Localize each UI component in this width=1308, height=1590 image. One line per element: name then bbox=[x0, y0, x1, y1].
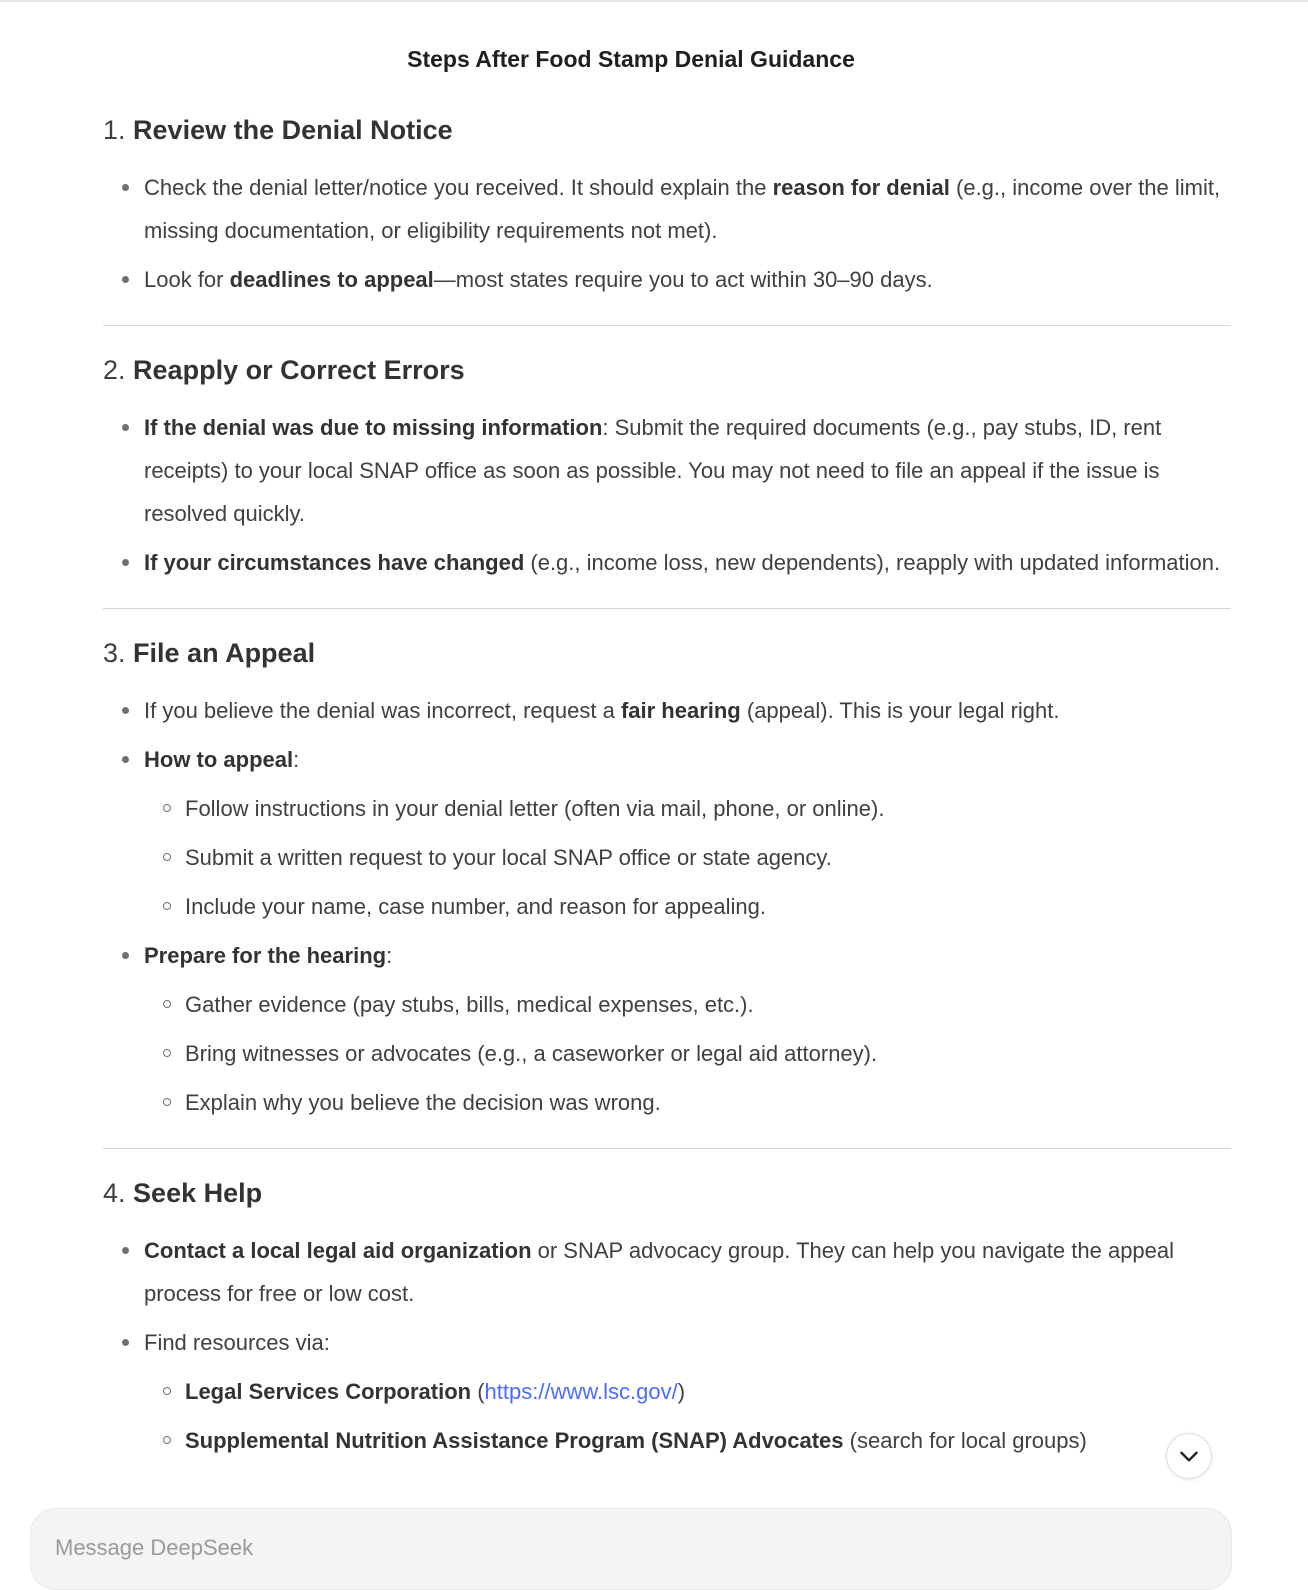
item-text: (e.g., income loss, new dependents), reapply with updated information. bbox=[524, 550, 1221, 575]
item-bold: If your circumstances have changed bbox=[144, 550, 525, 575]
section-4-heading bbox=[103, 1171, 1231, 1215]
section-3-heading bbox=[103, 631, 1231, 675]
section-title: File an Appeal bbox=[133, 638, 316, 668]
sub-list-item: Follow instructions in your denial letter (often via mail, phone, or online). bbox=[103, 787, 1231, 830]
item-bold: Contact a local legal aid organization bbox=[144, 1238, 532, 1263]
resource-item-snap bbox=[103, 1419, 1231, 1462]
item-text: (e.g., income over the limit, missing documentation, or eligibility requirements not met). bbox=[144, 175, 1221, 243]
section-4-list bbox=[103, 1229, 1231, 1462]
item-text: Find resources via: bbox=[144, 1330, 330, 1355]
sub-list-item: Gather evidence (pay stubs, bills, medical expenses, etc.). bbox=[103, 983, 1231, 1026]
item-text: Look for bbox=[144, 267, 230, 292]
section-2-heading bbox=[103, 348, 1231, 392]
list-item bbox=[103, 258, 1231, 301]
list-item bbox=[103, 738, 1231, 781]
item-text: (appeal). This is your legal right. bbox=[740, 698, 1060, 723]
section-title: Seek Help bbox=[133, 1178, 263, 1208]
chevron-down-icon bbox=[1176, 1443, 1202, 1469]
item-bold: fair hearing bbox=[620, 698, 741, 723]
message-content bbox=[103, 108, 1231, 1508]
paren-close: ) bbox=[677, 1379, 686, 1404]
item-text: Check the denial letter/notice you received. It should explain the bbox=[144, 175, 773, 200]
resource-item-lsc bbox=[103, 1370, 1231, 1413]
item-bold: How to appeal bbox=[144, 747, 294, 772]
resource-name: Legal Services Corporation bbox=[185, 1379, 472, 1404]
list-item bbox=[103, 541, 1231, 584]
section-number: 3. bbox=[103, 638, 126, 668]
section-2-list bbox=[103, 406, 1231, 584]
section-1-list bbox=[103, 166, 1231, 301]
section-number: 1. bbox=[103, 115, 126, 145]
item-bold: If the denial was due to missing information bbox=[144, 415, 603, 440]
lsc-link[interactable]: https://www.lsc.gov/ bbox=[484, 1379, 678, 1404]
sub-list-item: Bring witnesses or advocates (e.g., a caseworker or legal aid attorney). bbox=[103, 1032, 1231, 1075]
section-divider bbox=[103, 608, 1231, 609]
list-item bbox=[103, 934, 1231, 977]
top-border bbox=[0, 0, 1308, 2]
section-title: Review the Denial Notice bbox=[133, 115, 453, 145]
item-text: : bbox=[386, 943, 393, 968]
sub-list-item: Submit a written request to your local SNAP office or state agency. bbox=[103, 836, 1231, 879]
list-item bbox=[103, 689, 1231, 732]
list-item bbox=[103, 406, 1231, 535]
item-text: —most states require you to act within 30–90 days. bbox=[433, 267, 933, 292]
section-title: Reapply or Correct Errors bbox=[133, 355, 465, 385]
item-bold: deadlines to appeal bbox=[229, 267, 434, 292]
list-item bbox=[103, 1321, 1231, 1364]
item-bold: Prepare for the hearing bbox=[144, 943, 387, 968]
section-divider bbox=[103, 325, 1231, 326]
paren-open: ( bbox=[471, 1379, 485, 1404]
sub-list-item: Explain why you believe the decision was wrong. bbox=[103, 1081, 1231, 1124]
message-composer bbox=[30, 1508, 1232, 1590]
item-text: : Submit the required documents (e.g., pay stubs, ID, rent receipts) to your local SNAP office as soon as possible. You may not need to file an appeal if the issue is resolved quickly. bbox=[144, 415, 1162, 526]
list-item bbox=[103, 1229, 1231, 1315]
resource-note: (search for local groups) bbox=[843, 1428, 1087, 1453]
scroll-to-bottom-button[interactable] bbox=[1166, 1433, 1212, 1479]
item-bold: reason for denial bbox=[772, 175, 950, 200]
section-number: 4. bbox=[103, 1178, 126, 1208]
chat-title: Steps After Food Stamp Denial Guidance bbox=[407, 46, 855, 72]
section-3-list bbox=[103, 689, 1231, 1124]
item-text: or SNAP advocacy group. They can help you navigate the appeal process for free or low cost. bbox=[144, 1238, 1175, 1306]
resource-name: Supplemental Nutrition Assistance Program (SNAP) Advocates bbox=[185, 1428, 844, 1453]
section-number: 2. bbox=[103, 355, 126, 385]
list-item bbox=[103, 166, 1231, 252]
sub-list-item: Include your name, case number, and reason for appealing. bbox=[103, 885, 1231, 928]
item-text: If you believe the denial was incorrect, request a bbox=[144, 698, 621, 723]
item-text: : bbox=[293, 747, 300, 772]
section-1-heading bbox=[103, 108, 1231, 152]
section-divider bbox=[103, 1148, 1231, 1149]
